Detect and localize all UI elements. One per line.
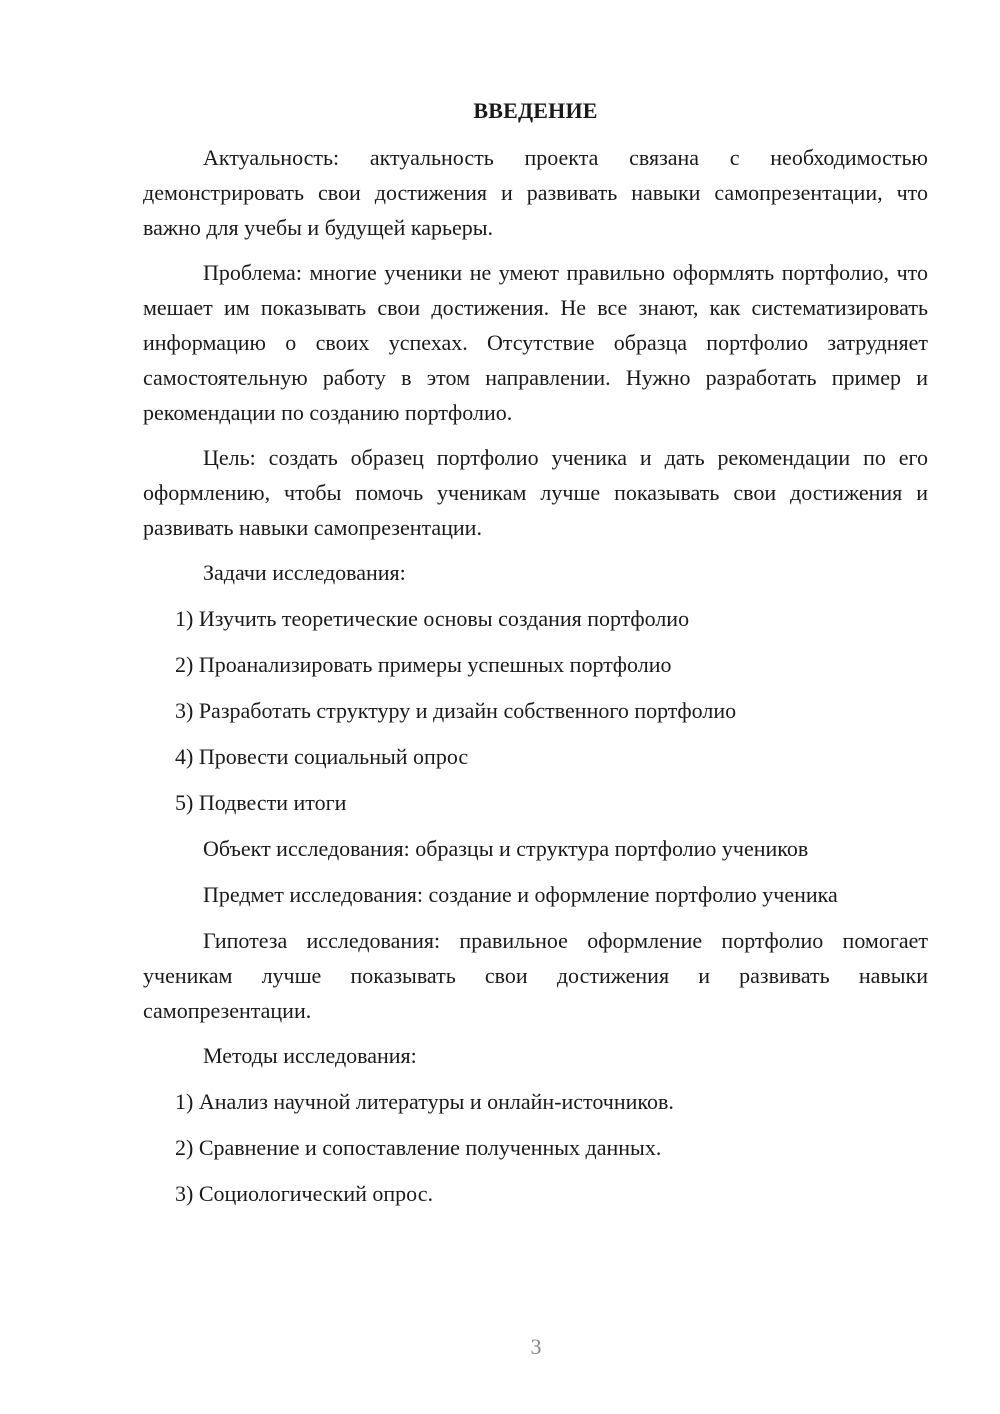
task-item: 5) Подвести итоги: [175, 790, 347, 815]
hypothesis-paragraph: Гипотеза исследования: правильное оформление портфолио помогает ученикам лучше показывать свои достижения и развивать навыки самопрезентации.: [143, 928, 928, 1023]
problem-paragraph: Проблема: многие ученики не умеют правильно оформлять портфолио, что мешает им показывать свои достижения. Не все знают, как систематизировать информацию о своих успехах. Отсутствие образца портфолио затрудняет самостоятельную работу в этом направлении. Нужно разработать пример и рекомендации по созданию портфолио.: [143, 260, 928, 425]
method-item: 3) Социологический опрос.: [175, 1181, 433, 1206]
task-item: 1) Изучить теоретические основы создания портфолио: [175, 606, 690, 631]
goal-paragraph: Цель: создать образец портфолио ученика и дать рекомендации по его оформлению, чтобы помочь ученикам лучше показывать свои достижения и развивать навыки самопрезентации.: [143, 445, 928, 540]
page-content: [143, 96, 928, 1222]
page-number: 3: [530, 1334, 542, 1359]
relevance-paragraph: Актуальность: актуальность проекта связана с необходимостью демонстрировать свои достижения и развивать навыки самопрезентации, что важно для учебы и будущей карьеры.: [143, 145, 928, 240]
page-title: ВВЕДЕНИЕ: [473, 98, 598, 123]
object-line: Объект исследования: образцы и структура портфолио учеников: [203, 836, 809, 861]
methods-heading: Методы исследования:: [203, 1043, 417, 1068]
method-item: 2) Сравнение и сопоставление полученных данных.: [175, 1135, 662, 1160]
task-item: 2) Проанализировать примеры успешных портфолио: [175, 652, 672, 677]
method-item: 1) Анализ научной литературы и онлайн-источников.: [175, 1089, 674, 1114]
tasks-heading: Задачи исследования:: [203, 560, 406, 585]
task-item: 3) Разработать структуру и дизайн собственного портфолио: [175, 698, 737, 723]
subject-line: Предмет исследования: создание и оформление портфолио ученика: [203, 882, 838, 907]
task-item: 4) Провести социальный опрос: [175, 744, 469, 769]
